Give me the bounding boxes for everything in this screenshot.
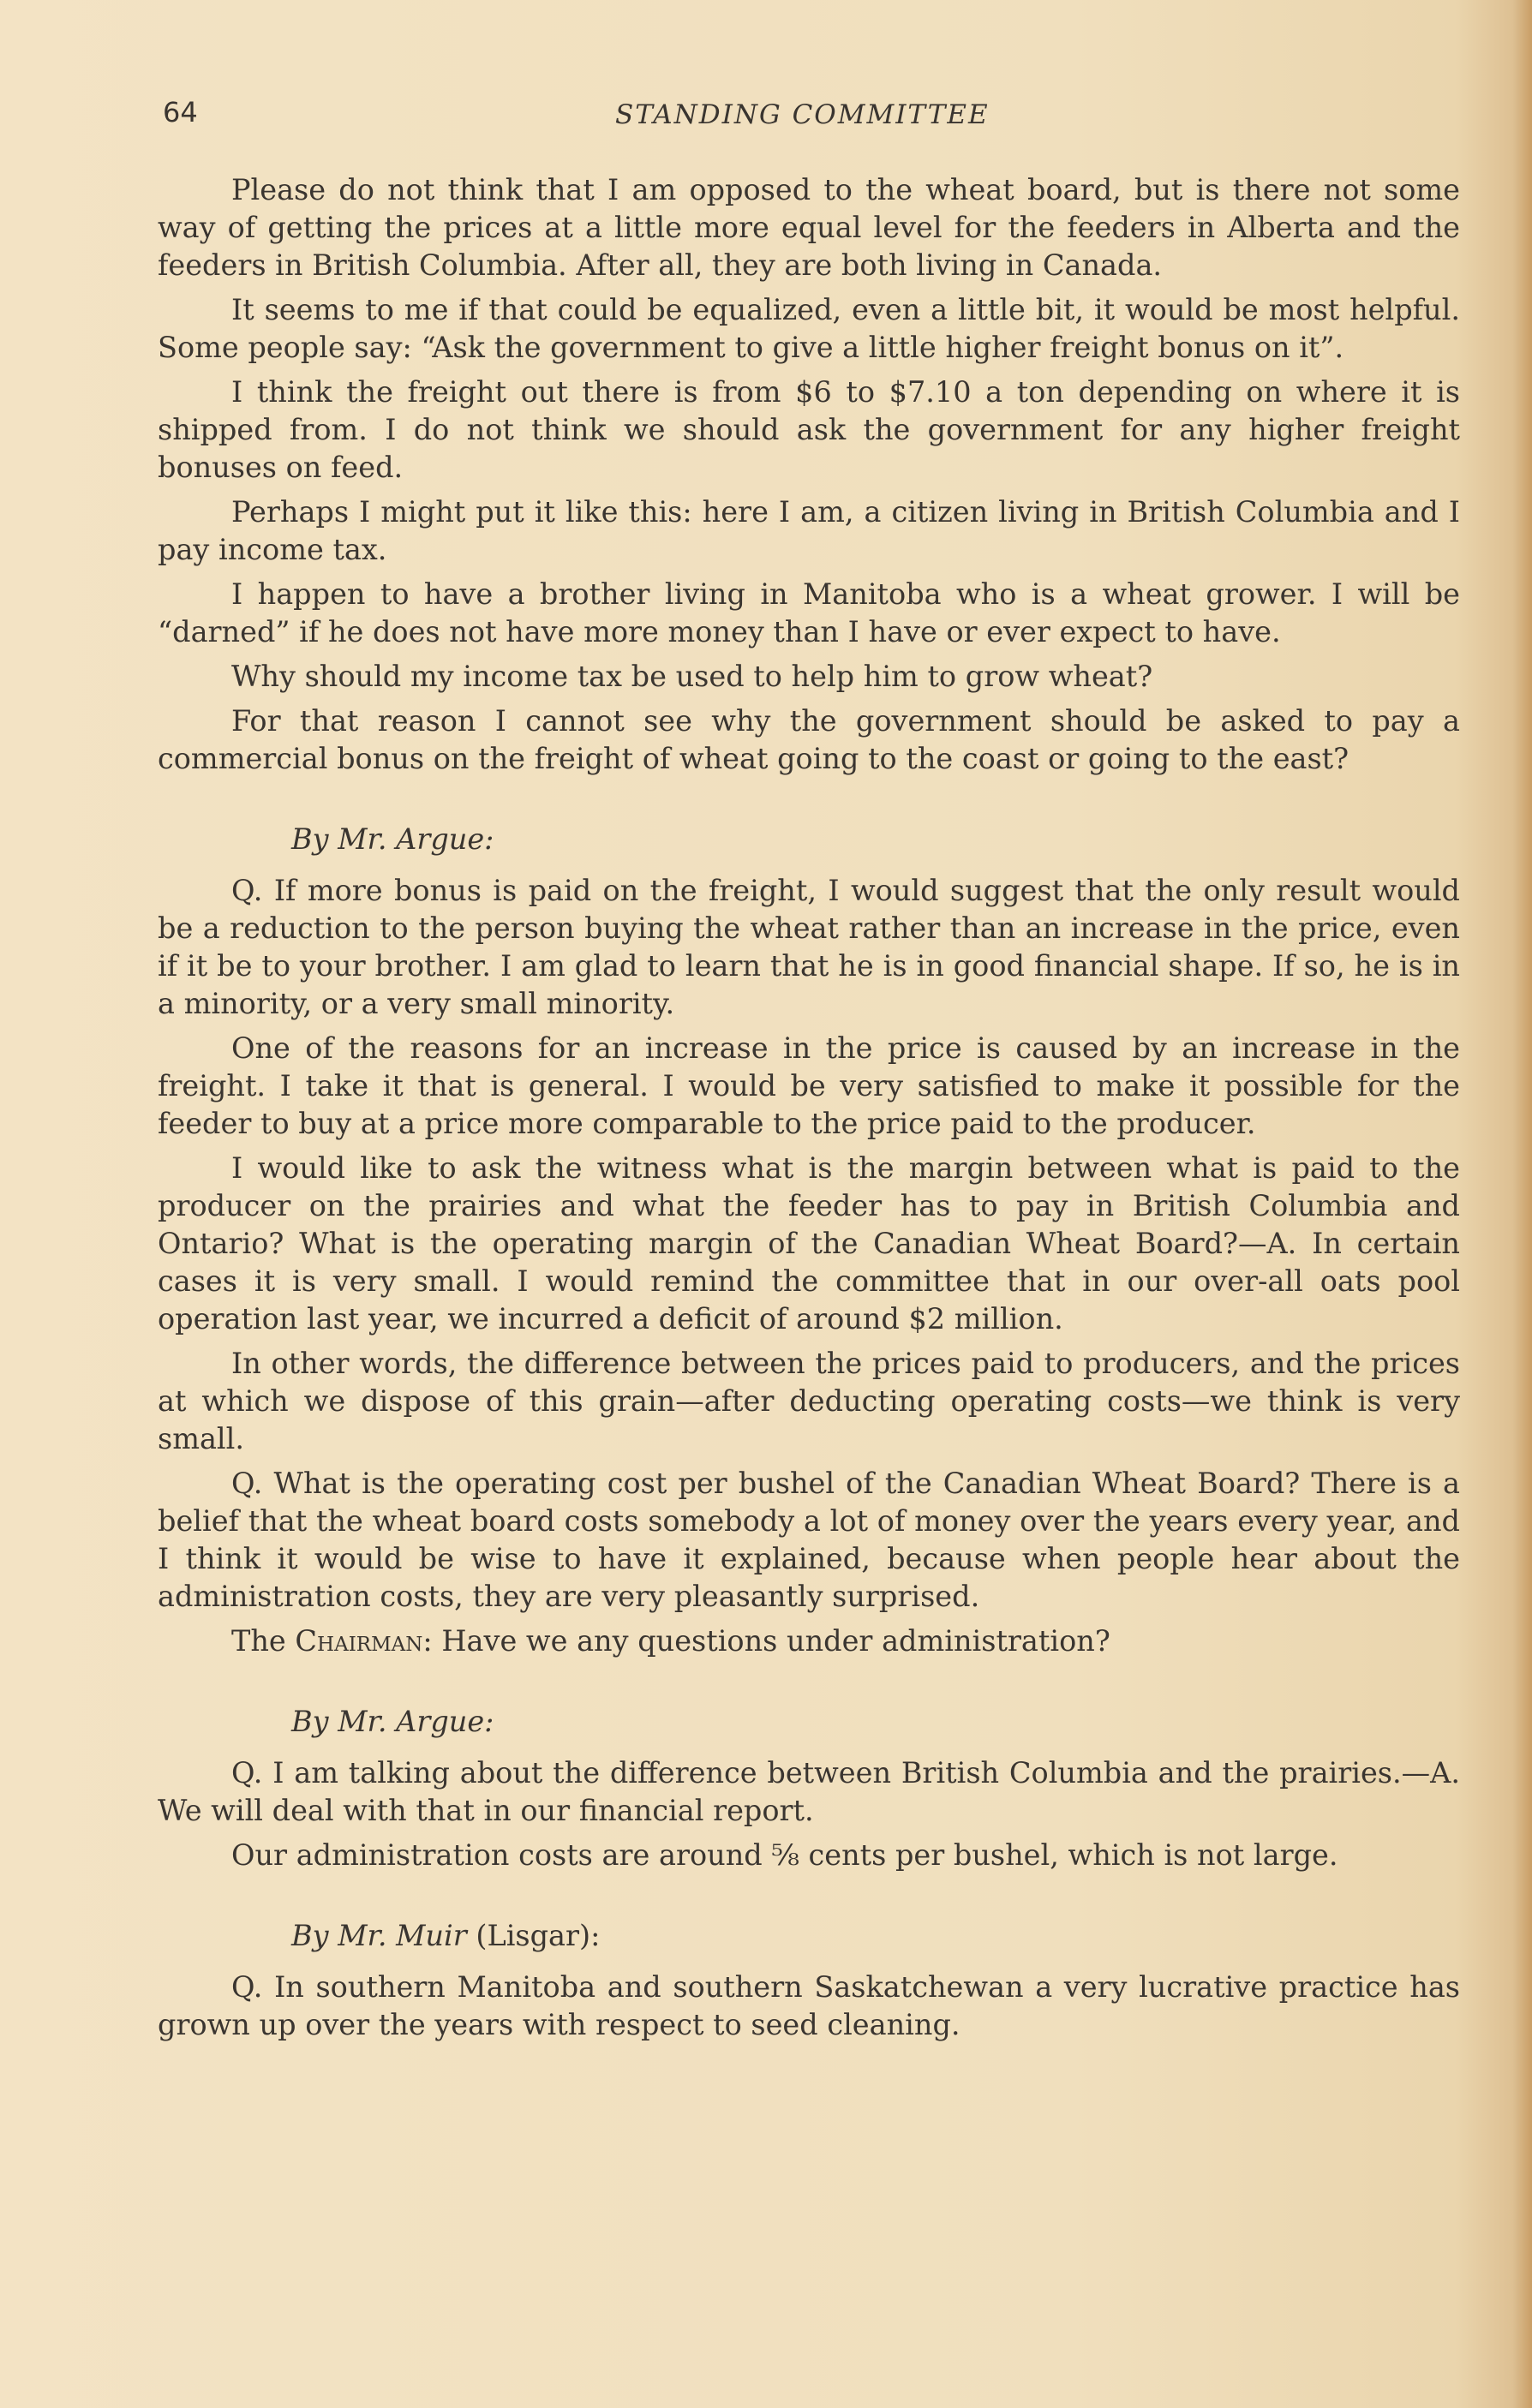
page-body xyxy=(158,171,1460,2051)
page-number: 64 xyxy=(163,96,198,128)
paragraph: Q. I am talking about the difference between British Columbia and the prairies.—A. We will deal with that in our financial report. xyxy=(158,1756,1460,1827)
speaker-riding: (Lisgar): xyxy=(476,1919,601,1952)
paragraph: One of the reasons for an increase in the price is caused by an increase in the freight. I take it that is general. I would be very satisfied to make it possible for the feeder to buy at a price more comparable to the price paid to the producer. xyxy=(158,1031,1460,1140)
paragraph: I think the freight out there is from $6 to $7.10 a ton depending on where it is shipped from. I do not think we should ask the government for any higher freight bonuses on feed. xyxy=(158,375,1460,484)
paragraph: For that reason I cannot see why the government should be asked to pay a commercial bonus on the freight of wheat going to the coast or going to the east? xyxy=(158,704,1460,775)
paragraph: Please do not think that I am opposed to the wheat board, but is there not some way of getting the prices at a little more equal level for the feeders in Alberta and the feeders in British Columbia. After all, they are both living in Canada. xyxy=(158,173,1460,282)
paragraph: Q. What is the operating cost per bushel of the Canadian Wheat Board? There is a belief that the wheat board costs somebody a lot of money over the years every year, and I think it would be wise to have it explained, because when people hear about the administration costs, they are very pleasantly surprised. xyxy=(158,1467,1460,1613)
speaker-attribution: By Mr. Argue: xyxy=(291,1705,494,1738)
speaker-attribution xyxy=(158,1917,1460,1955)
paragraph: Our administration costs are around ⅝ cents per bushel, which is not large. xyxy=(231,1838,1338,1872)
paragraph: It seems to me if that could be equalized, even a little bit, it would be most helpful. Some people say: “Ask the government to give a little higher freight bonus on it”. xyxy=(158,293,1460,364)
running-head: STANDING COMMITTEE xyxy=(615,99,990,130)
paragraph: In other words, the difference between the prices paid to producers, and the prices at which we dispose of this grain—after deducting operating costs—we think is very small. xyxy=(158,1347,1460,1455)
paragraph-chairman xyxy=(158,1622,1460,1660)
paragraph: I would like to ask the witness what is the margin between what is paid to the producer on the prairies and what the feeder has to pay in British Columbia and Ontario? What is the operating margin of the Canadian Wheat Board?—A. In certain cases it is very small. I would remind the committee that in our over-all oats pool operation last year, we incurred a deficit of around $2 million. xyxy=(158,1151,1460,1335)
speaker-attribution: By Mr. Argue: xyxy=(291,822,494,856)
chairman-prefix: The xyxy=(231,1624,286,1658)
paragraph: Why should my income tax be used to help him to grow wheat? xyxy=(231,660,1153,693)
speaker-name: By Mr. Muir xyxy=(291,1919,467,1952)
page-edge-shadow xyxy=(1513,0,1532,2408)
paragraph: Q. In southern Manitoba and southern Saskatchewan a very lucrative practice has grown up over the years with respect to seed cleaning. xyxy=(158,1970,1460,2041)
paragraph: Q. If more bonus is paid on the freight, I would suggest that the only result would be a reduction to the person buying the wheat rather than an increase in the price, even if it be to your brother. I am glad to learn that he is in good financial shape. If so, he is in a minority, or a very small minority. xyxy=(158,874,1460,1020)
chairman-speaker: Chairman xyxy=(295,1624,423,1658)
chairman-text: : Have we any questions under administration? xyxy=(422,1624,1110,1658)
paragraph: Perhaps I might put it like this: here I am, a citizen living in British Columbia and I pay income tax. xyxy=(158,495,1460,566)
paragraph: I happen to have a brother living in Manitoba who is a wheat grower. I will be “darned” if he does not have more money than I have or ever expect to have. xyxy=(158,577,1460,648)
page-header xyxy=(163,96,1448,139)
